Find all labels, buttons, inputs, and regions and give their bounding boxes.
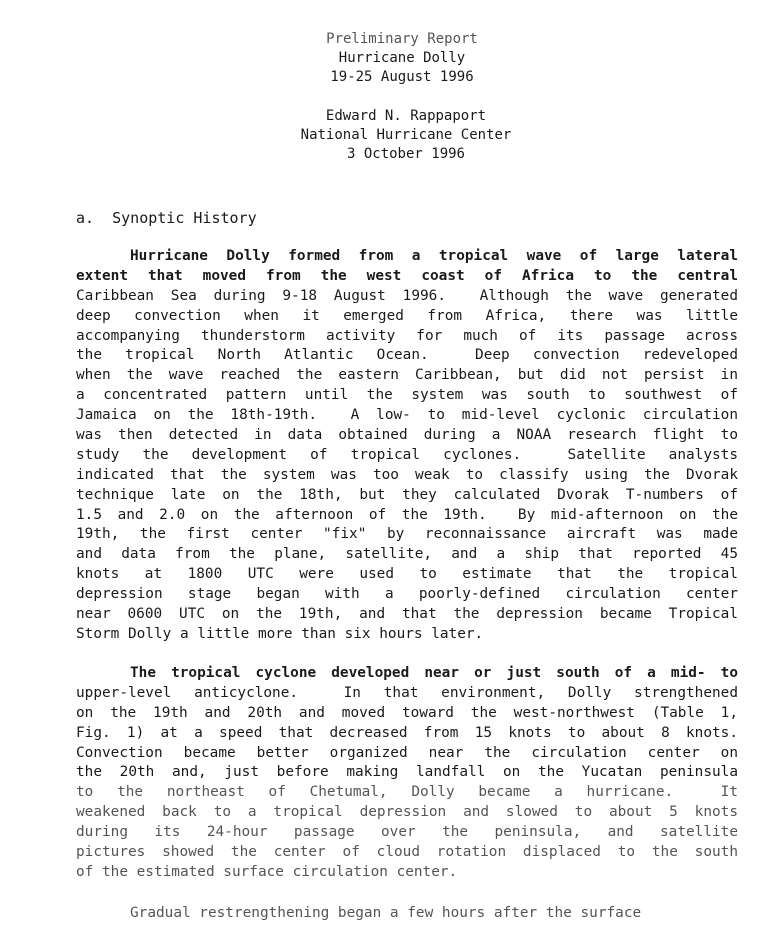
- paragraph-line: to the northeast of Chetumal, Dolly became a hurricane. It: [76, 784, 738, 801]
- paragraph-line: of the estimated surface circulation center.: [76, 863, 458, 880]
- paragraph-line: Gradual restrengthening began a few hours after the surface: [130, 905, 642, 921]
- paragraph-line: during its 24-hour passage over the peninsula, and satellite: [76, 824, 738, 841]
- paragraph-line: upper-level anticyclone. In that environment, Dolly strengthened: [76, 684, 738, 701]
- paragraph-line: weakened back to a tropical depression and slowed to about 5 knots: [76, 804, 738, 821]
- paragraph-line: the tropical North Atlantic Ocean. Deep convection redeveloped: [76, 347, 738, 364]
- paragraph-line: Hurricane Dolly formed from a tropical wave of large lateral: [130, 248, 738, 264]
- paragraph-synoptic-2: [76, 664, 738, 883]
- paragraph-line: and data from the plane, satellite, and a ship that reported 45: [76, 546, 738, 563]
- paragraph-line: knots at 1800 UTC were used to estimate that the tropical: [76, 566, 738, 583]
- report-type: Preliminary Report: [326, 31, 478, 47]
- paragraph-synoptic-1: [76, 247, 738, 645]
- paragraph-line: on the 19th and 20th and moved toward the west-northwest (Table 1,: [76, 704, 738, 721]
- paragraph-line: depression stage began with a poorly-defined circulation center: [76, 586, 738, 603]
- paragraph-line: technique late on the 18th, but they calculated Dvorak T-numbers of: [76, 486, 738, 503]
- paragraph-line: indicated that the system was too weak to classify using the Dvorak: [76, 466, 738, 483]
- paragraph-line: the 20th and, just before making landfall on the Yucatan peninsula: [76, 764, 738, 781]
- author-affiliation: National Hurricane Center: [300, 127, 512, 143]
- report-date: 3 October 1996: [346, 146, 465, 162]
- author-name: Edward N. Rappaport: [325, 108, 487, 124]
- paragraph-line: Convection became better organized near the circulation center on: [76, 744, 738, 761]
- storm-dates: 19-25 August 1996: [330, 69, 474, 85]
- paragraph-line: The tropical cyclone developed near or just south of a mid- to: [130, 665, 738, 681]
- paragraph-line: Fig. 1) at a speed that decreased from 15 knots to about 8 knots.: [76, 724, 738, 741]
- paragraph-line: deep convection when it emerged from Africa, there was little: [76, 307, 738, 324]
- paragraph-line: 1.5 and 2.0 on the afternoon of the 19th. By mid-afternoon on the: [76, 506, 738, 523]
- paragraph-line: Caribbean Sea during 9-18 August 1996. Although the wave generated: [76, 287, 738, 304]
- paragraph-synoptic-3: [76, 904, 738, 924]
- paragraph-line: extent that moved from the west coast of Africa to the central: [76, 267, 738, 284]
- paragraph-line: was then detected in data obtained during a NOAA research flight to: [76, 427, 738, 444]
- paragraph-line: accompanying thunderstorm activity for much of its passage across: [76, 327, 738, 344]
- paragraph-line: near 0600 UTC on the 19th, and that the depression became Tropical: [76, 606, 738, 623]
- paragraph-line: pictures showed the center of cloud rotation displaced to the south: [76, 844, 738, 861]
- paragraph-line: Jamaica on the 18th-19th. A low- to mid-level cyclonic circulation: [76, 407, 738, 424]
- paragraph-line: when the wave reached the eastern Caribbean, but did not persist in: [76, 367, 738, 384]
- paragraph-line: study the development of tropical cyclones. Satellite analysts: [76, 446, 738, 463]
- paragraph-line: 19th, the first center "fix" by reconnaissance aircraft was made: [76, 526, 738, 543]
- report-title-block: [16, 30, 772, 87]
- section-heading: a. Synoptic History: [76, 209, 257, 227]
- paragraph-line: Storm Dolly a little more than six hours later.: [76, 625, 484, 642]
- storm-name: Hurricane Dolly: [338, 50, 466, 66]
- author-block: [20, 107, 772, 164]
- paragraph-line: a concentrated pattern until the system was south to southwest of: [76, 387, 738, 404]
